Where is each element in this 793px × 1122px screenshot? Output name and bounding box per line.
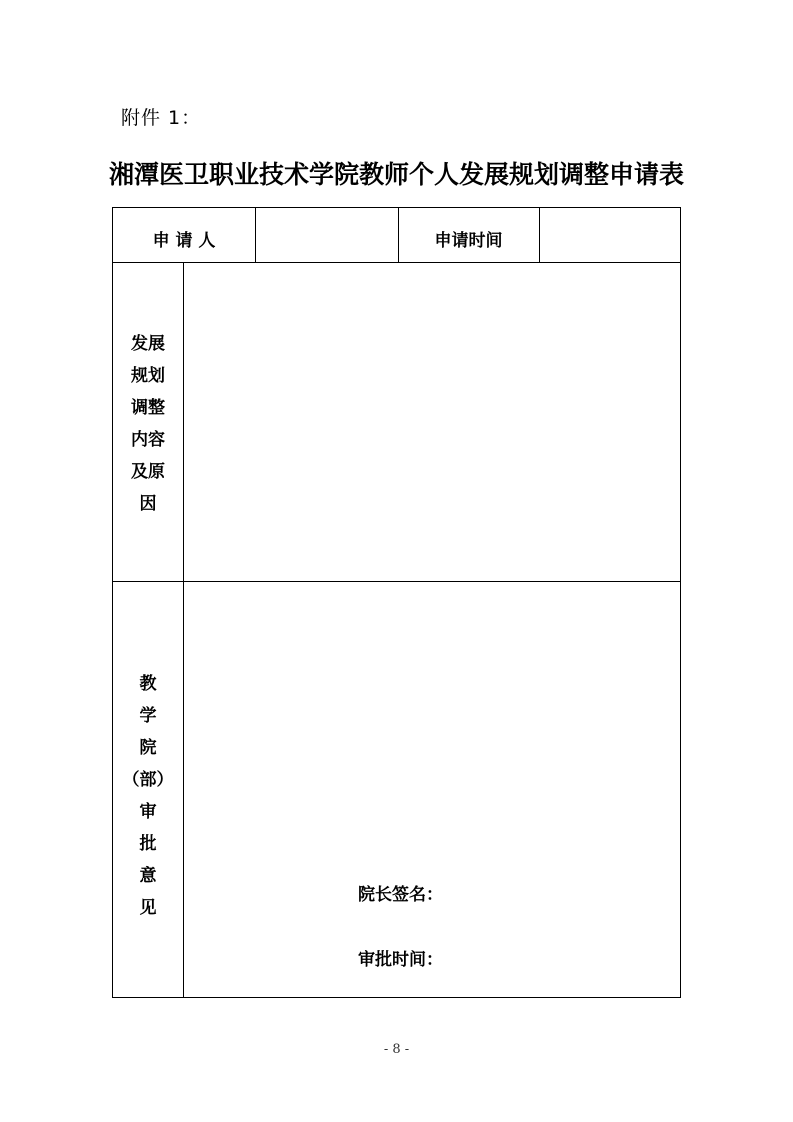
adjustment-label-line: 及原 bbox=[131, 462, 165, 482]
applicant-label: 申 请 人 bbox=[152, 231, 216, 251]
adjustment-label-line: 发展 bbox=[131, 334, 165, 354]
applicant-field[interactable] bbox=[256, 209, 397, 261]
adjustment-label bbox=[113, 328, 183, 520]
approval-label-line: 意 bbox=[139, 866, 157, 886]
approval-label-line: 教 bbox=[139, 674, 157, 694]
application-form-table bbox=[112, 207, 681, 998]
approval-label-line: 批 bbox=[139, 834, 157, 854]
adjustment-label-line: 内容 bbox=[131, 430, 165, 450]
approval-label-line: （部） bbox=[122, 770, 174, 790]
approval-label-line: 学 bbox=[139, 706, 157, 726]
adjustment-label-line: 因 bbox=[139, 494, 157, 514]
approval-label-line: 院 bbox=[139, 738, 157, 758]
adjustment-content-field[interactable] bbox=[184, 263, 679, 580]
apply-time-field[interactable] bbox=[540, 209, 679, 261]
approval-label-line: 见 bbox=[139, 898, 157, 918]
page-number: - 8 - bbox=[383, 1042, 410, 1057]
approval-time-label: 审批时间： bbox=[358, 950, 443, 970]
attachment-label: 附件 1： bbox=[121, 107, 202, 129]
approval-opinion-field[interactable] bbox=[184, 582, 679, 997]
adjustment-label-line: 规划 bbox=[131, 366, 165, 386]
approval-label bbox=[113, 668, 183, 924]
page-title: 湘潭医卫职业技术学院教师个人发展规划调整申请表 bbox=[108, 160, 684, 189]
dean-signature-label: 院长签名： bbox=[358, 885, 443, 905]
adjustment-label-line: 调整 bbox=[131, 398, 165, 418]
apply-time-label: 申请时间 bbox=[434, 231, 503, 251]
approval-label-line: 审 bbox=[139, 802, 157, 822]
